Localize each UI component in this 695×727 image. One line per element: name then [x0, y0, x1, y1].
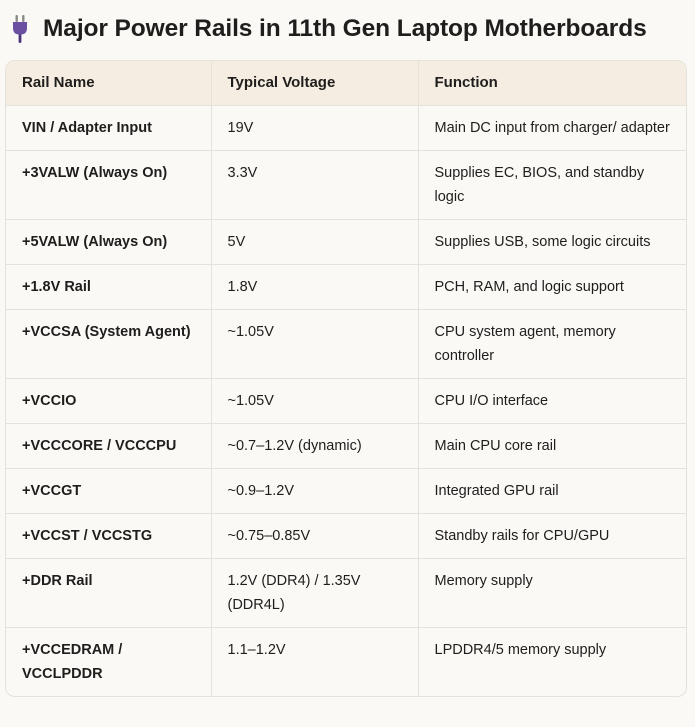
voltage-cell: 1.2V (DDR4) / 1.35V (DDR4L) [211, 558, 418, 627]
rail-name-cell: +VCCIO [6, 378, 211, 423]
voltage-cell: 3.3V [211, 150, 418, 219]
voltage-cell: 1.1–1.2V [211, 627, 418, 696]
voltage-cell: ~1.05V [211, 309, 418, 378]
voltage-cell: 5V [211, 219, 418, 264]
header-rail-name: Rail Name [6, 61, 211, 105]
voltage-cell: ~1.05V [211, 378, 418, 423]
function-cell: Integrated GPU rail [418, 468, 686, 513]
function-cell: Standby rails for CPU/GPU [418, 513, 686, 558]
table-row [6, 150, 686, 219]
function-cell: Supplies USB, some logic circuits [418, 219, 686, 264]
function-cell: CPU I/O interface [418, 378, 686, 423]
function-cell: PCH, RAM, and logic support [418, 264, 686, 309]
function-cell: Memory supply [418, 558, 686, 627]
table-header-row [6, 61, 686, 105]
voltage-cell: ~0.7–1.2V (dynamic) [211, 423, 418, 468]
table-row [6, 378, 686, 423]
title-row [11, 11, 647, 47]
table-row [6, 627, 686, 696]
rail-name-cell: +5VALW (Always On) [6, 219, 211, 264]
header-typical-voltage: Typical Voltage [211, 61, 418, 105]
rail-name-cell: +VCCCORE / VCCCPU [6, 423, 211, 468]
rail-name-cell: +1.8V Rail [6, 264, 211, 309]
table-row [6, 264, 686, 309]
page-title: Major Power Rails in 11th Gen Laptop Motherboards [43, 15, 647, 42]
power-rails-table [5, 60, 687, 697]
voltage-cell: 19V [211, 105, 418, 150]
function-cell: Main DC input from charger/ adapter [418, 105, 686, 150]
table-row [6, 558, 686, 627]
table-row [6, 513, 686, 558]
table-row [6, 105, 686, 150]
rail-name-cell: +VCCSA (System Agent) [6, 309, 211, 378]
function-cell: CPU system agent, memory controller [418, 309, 686, 378]
electric-plug-icon [11, 14, 29, 44]
rail-name-cell: +3VALW (Always On) [6, 150, 211, 219]
rail-name-cell: VIN / Adapter Input [6, 105, 211, 150]
voltage-cell: ~0.75–0.85V [211, 513, 418, 558]
function-cell: Supplies EC, BIOS, and standby logic [418, 150, 686, 219]
header-function: Function [418, 61, 686, 105]
rail-name-cell: +DDR Rail [6, 558, 211, 627]
function-cell: LPDDR4/5 memory supply [434, 641, 607, 658]
voltage-cell: 1.8V [211, 264, 418, 309]
table-row [6, 468, 686, 513]
rail-name-cell: +VCCGT [6, 468, 211, 513]
table-row [6, 309, 686, 378]
function-cell: Main CPU core rail [418, 423, 686, 468]
rail-name-cell: +VCCEDRAM / VCCLPDDR [6, 627, 211, 696]
table-row [6, 423, 686, 468]
voltage-cell: ~0.9–1.2V [211, 468, 418, 513]
table-row [6, 219, 686, 264]
rail-name-cell: +VCCST / VCCSTG [6, 513, 211, 558]
